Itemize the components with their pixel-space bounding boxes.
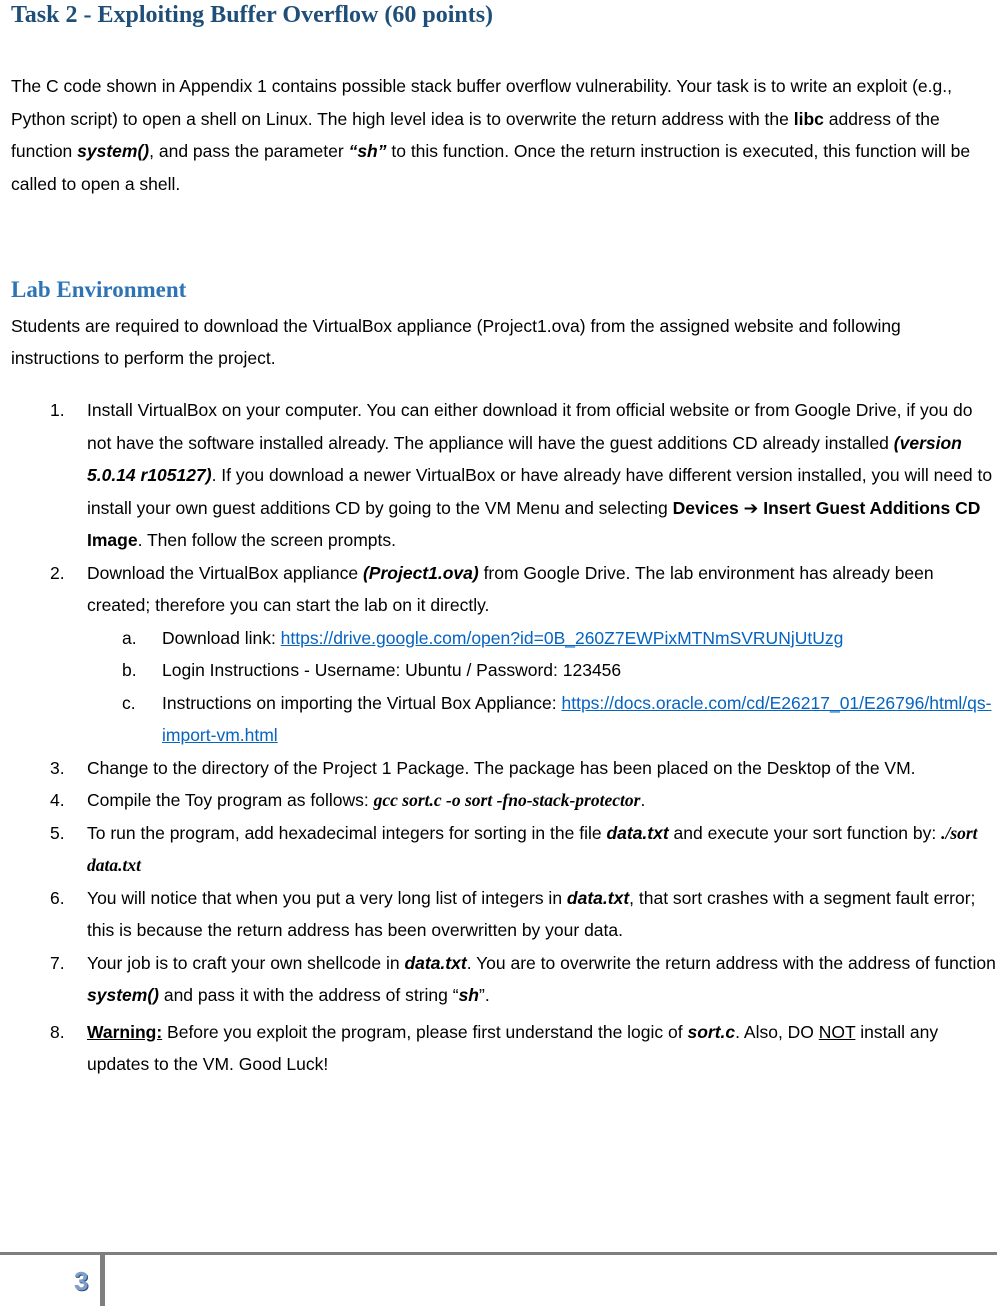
intro-text: address of the function (11, 108, 940, 161)
step-text: Before you exploit the program, please first understand the logic of (162, 1021, 688, 1042)
arrow-right-icon: ➔ (743, 497, 759, 518)
system-function-term: system() (77, 141, 150, 161)
list-number: 6. (50, 887, 65, 908)
step-text: from Google Drive. The lab environment has already been created; therefore you can start the lab on it directly. (87, 562, 934, 615)
list-item-step-3 (0, 752, 997, 785)
system-function-term: system() (87, 985, 159, 1005)
sub-instruction-list (87, 622, 997, 752)
step-text: You will notice that when you put a very long list of integers in (87, 887, 567, 908)
list-number: 8. (50, 1021, 65, 1042)
list-letter: b. (122, 660, 137, 680)
page-number: 3 (74, 1266, 89, 1296)
insert-guest-additions-term: Insert Guest Additions CD Image (87, 497, 981, 550)
instruction-list (0, 394, 997, 1081)
step-text: Install VirtualBox on your computer. You can either download it from official website or from Google Drive, if you do not have the software installed already. The appliance will have the guest additions CD already installed (87, 400, 973, 453)
ova-file-term: (Project1.ova) (362, 562, 479, 583)
warning-label: Warning: (87, 1021, 163, 1042)
intro-text: The C code shown in Appendix 1 contains possible stack buffer overflow vulnerability. Your task is to write an exploit (e.g., Python script) to open a shell on Linux. The high level idea is to overwrite the return address with the (11, 76, 952, 129)
sub-item-download-link (87, 622, 997, 655)
list-item-step-5 (0, 817, 997, 882)
list-number: 5. (50, 822, 65, 843)
sh-string-term: sh (458, 985, 480, 1005)
sh-parameter-term: “sh” (348, 141, 387, 161)
list-number: 4. (50, 790, 65, 810)
step-text: . Also, DO (735, 1021, 819, 1042)
footer-vertical-divider (100, 1255, 105, 1306)
list-number: 7. (50, 952, 65, 973)
list-item-step-4 (0, 784, 997, 817)
sub-item-import (87, 687, 997, 752)
libc-term: libc (793, 108, 824, 129)
intro-paragraph (11, 70, 971, 200)
lab-environment-intro: Students are required to download the VirtualBox appliance (Project1.ova) from the assigned website and following instructions to perform the project. (11, 316, 901, 368)
list-item-step-2 (0, 557, 997, 752)
footer-divider (0, 1252, 997, 1255)
list-number: 3. (50, 757, 65, 778)
list-item-step-6 (0, 882, 997, 947)
step-text: . You are to overwrite the return address with the address of function (466, 952, 996, 973)
step-text: and execute your sort function by: (668, 822, 942, 843)
intro-text: , and pass the parameter (149, 141, 349, 161)
oracle-docs-link[interactable]: https://docs.oracle.com/cd/E26217_01/E26796/html/qs-import-vm.html (162, 692, 992, 745)
task-heading: Task 2 - Exploiting Buffer Overflow (60 points) (11, 2, 494, 28)
step-text: To run the program, add hexadecimal integers for sorting in the file (87, 822, 607, 843)
lab-environment-heading: Lab Environment (11, 277, 187, 302)
list-item-step-7 (0, 947, 997, 1012)
step-text: . If you download a newer VirtualBox or have already have different version installed, you will need to install your own guest additions CD by going to the VM Menu and selecting (87, 465, 993, 518)
step-text: Change to the directory of the Project 1 Package. The package has been placed on the Desktop of the VM. (87, 757, 916, 778)
data-file-term: data.txt (606, 822, 669, 843)
download-link[interactable]: https://drive.google.com/open?id=0B_260Z7EWPixMTNmSVRUNjUtUzg (280, 627, 844, 648)
step-text: . Then follow the screen prompts. (137, 530, 396, 550)
sort-file-term: sort.c (687, 1021, 736, 1042)
download-label: Download link: (162, 627, 281, 648)
login-instructions: Login Instructions - Username: Ubuntu / Password: 123456 (162, 660, 622, 680)
data-file-term: data.txt (404, 952, 467, 973)
not-emphasis: NOT (818, 1021, 856, 1042)
step-text: and pass it with the address of string “ (158, 985, 459, 1005)
list-letter: a. (122, 627, 137, 648)
list-letter: c. (122, 692, 136, 713)
run-command: ./sort data.txt (87, 822, 978, 875)
devices-menu-term: Devices (672, 497, 739, 518)
sub-item-login (87, 654, 997, 687)
step-text: ”. (479, 985, 490, 1005)
import-instructions: Instructions on importing the Virtual Box Appliance: (162, 692, 562, 713)
list-item-step-1 (0, 394, 997, 557)
step-text: Compile the Toy program as follows: (87, 790, 374, 810)
list-item-step-8 (0, 1016, 997, 1081)
list-number: 1. (50, 400, 65, 420)
step-text: install any updates to the VM. Good Luck! (87, 1021, 939, 1074)
intro-text: to this function. Once the return instruction is executed, this function will be called to open a shell. (11, 141, 971, 194)
compile-command: gcc sort.c -o sort -fno-stack-protector (373, 790, 641, 810)
step-text: . (640, 790, 646, 810)
step-text: Your job is to craft your own shellcode in (87, 952, 405, 973)
version-text: (version 5.0.14 r105127) (87, 432, 962, 485)
step-text: , that sort crashes with a segment fault error; this is because the return address has been overwritten by your data. (87, 887, 976, 940)
data-file-term: data.txt (566, 887, 630, 908)
list-number: 2. (50, 562, 65, 583)
step-text: Download the VirtualBox appliance (87, 562, 363, 583)
